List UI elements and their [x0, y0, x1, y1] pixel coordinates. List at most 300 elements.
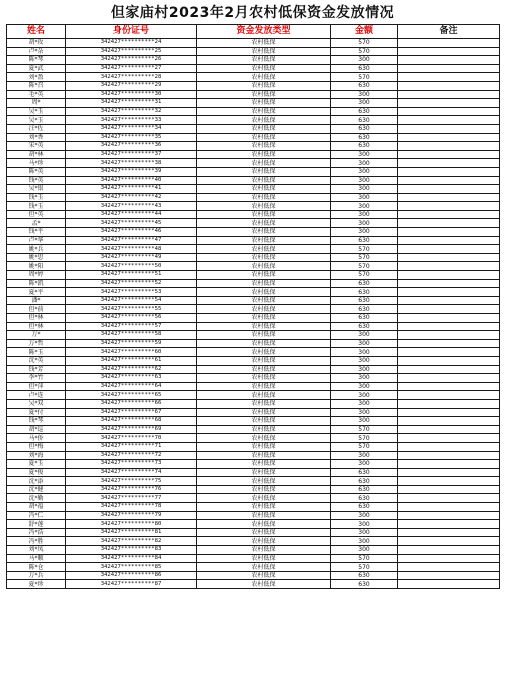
- cell-amount: 300: [331, 511, 398, 520]
- cell-amount: 300: [331, 408, 398, 417]
- cell-amount: 300: [331, 185, 398, 194]
- cell-amount: 630: [331, 288, 398, 297]
- cell-amount: 630: [331, 124, 398, 133]
- cell-fund-type: 农村低保: [197, 279, 331, 288]
- cell-amount: 300: [331, 348, 398, 357]
- cell-remark: [398, 159, 500, 168]
- cell-id-number: 342427**********54: [66, 296, 197, 305]
- cell-remark: [398, 271, 500, 280]
- cell-id-number: 342427**********44: [66, 210, 197, 219]
- table-row: [7, 236, 500, 245]
- cell-name: 姚*思: [7, 253, 66, 262]
- cell-fund-type: 农村低保: [197, 417, 331, 426]
- cell-remark: [398, 537, 500, 546]
- cell-id-number: 342427**********41: [66, 185, 197, 194]
- table-row: [7, 167, 500, 176]
- cell-remark: [398, 563, 500, 572]
- cell-name: 吴*玉: [7, 116, 66, 125]
- cell-fund-type: 农村低保: [197, 150, 331, 159]
- cell-name: 潘*: [7, 296, 66, 305]
- cell-name: 陈*英: [7, 167, 66, 176]
- table-row: [7, 485, 500, 494]
- cell-amount: 630: [331, 142, 398, 151]
- table-row: [7, 245, 500, 254]
- cell-amount: 630: [331, 580, 398, 589]
- cell-amount: 570: [331, 253, 398, 262]
- cell-id-number: 342427**********27: [66, 64, 197, 73]
- cell-name: 夏*玉: [7, 460, 66, 469]
- table-row: [7, 142, 500, 151]
- cell-fund-type: 农村低保: [197, 511, 331, 520]
- table-row: [7, 451, 500, 460]
- cell-remark: [398, 571, 500, 580]
- table-row: [7, 331, 500, 340]
- cell-fund-type: 农村低保: [197, 176, 331, 185]
- cell-remark: [398, 253, 500, 262]
- table-row: [7, 546, 500, 555]
- cell-amount: 300: [331, 417, 398, 426]
- cell-fund-type: 农村低保: [197, 296, 331, 305]
- cell-fund-type: 农村低保: [197, 193, 331, 202]
- cell-amount: 300: [331, 331, 398, 340]
- cell-id-number: 342427**********56: [66, 314, 197, 323]
- table-row: [7, 520, 500, 529]
- cell-fund-type: 农村低保: [197, 503, 331, 512]
- cell-amount: 630: [331, 107, 398, 116]
- cell-name: 冯*胜: [7, 537, 66, 546]
- cell-id-number: 342427**********77: [66, 494, 197, 503]
- cell-amount: 630: [331, 305, 398, 314]
- cell-remark: [398, 56, 500, 65]
- cell-remark: [398, 468, 500, 477]
- cell-remark: [398, 90, 500, 99]
- cell-amount: 300: [331, 365, 398, 374]
- table-row: [7, 494, 500, 503]
- cell-fund-type: 农村低保: [197, 288, 331, 297]
- cell-remark: [398, 142, 500, 151]
- cell-remark: [398, 73, 500, 82]
- cell-remark: [398, 485, 500, 494]
- column-header-remark: 备注: [398, 25, 500, 39]
- table-row: [7, 39, 500, 48]
- cell-amount: 300: [331, 210, 398, 219]
- cell-remark: [398, 494, 500, 503]
- header-row: [7, 25, 500, 39]
- cell-id-number: 342427**********72: [66, 451, 197, 460]
- cell-name: 胡*福: [7, 503, 66, 512]
- cell-name: 马*珍: [7, 159, 66, 168]
- table-row: [7, 56, 500, 65]
- cell-id-number: 342427**********63: [66, 374, 197, 383]
- cell-amount: 300: [331, 546, 398, 555]
- table-row: [7, 47, 500, 56]
- cell-id-number: 342427**********28: [66, 73, 197, 82]
- cell-remark: [398, 219, 500, 228]
- cell-remark: [398, 228, 500, 237]
- cell-fund-type: 农村低保: [197, 81, 331, 90]
- cell-id-number: 342427**********34: [66, 124, 197, 133]
- table-row: [7, 322, 500, 331]
- cell-name: 陈*仓: [7, 563, 66, 572]
- cell-remark: [398, 202, 500, 211]
- cell-name: 李*竹: [7, 374, 66, 383]
- cell-amount: 300: [331, 374, 398, 383]
- cell-remark: [398, 124, 500, 133]
- cell-remark: [398, 399, 500, 408]
- cell-remark: [398, 305, 500, 314]
- cell-fund-type: 农村低保: [197, 399, 331, 408]
- cell-remark: [398, 356, 500, 365]
- cell-name: 冯*浩: [7, 528, 66, 537]
- cell-fund-type: 农村低保: [197, 537, 331, 546]
- table-row: [7, 563, 500, 572]
- cell-fund-type: 农村低保: [197, 90, 331, 99]
- cell-remark: [398, 107, 500, 116]
- table-row: [7, 442, 500, 451]
- table-row: [7, 580, 500, 589]
- cell-amount: 300: [331, 193, 398, 202]
- cell-amount: 300: [331, 382, 398, 391]
- cell-name: 刘*盈: [7, 73, 66, 82]
- table-row: [7, 399, 500, 408]
- cell-remark: [398, 176, 500, 185]
- cell-remark: [398, 331, 500, 340]
- cell-fund-type: 农村低保: [197, 253, 331, 262]
- cell-name: 马*侨: [7, 434, 66, 443]
- cell-amount: 570: [331, 434, 398, 443]
- cell-remark: [398, 185, 500, 194]
- cell-id-number: 342427**********33: [66, 116, 197, 125]
- table-row: [7, 176, 500, 185]
- cell-id-number: 342427**********38: [66, 159, 197, 168]
- cell-name: 吴*玉: [7, 107, 66, 116]
- cell-id-number: 342427**********60: [66, 348, 197, 357]
- cell-name: 但*萍: [7, 382, 66, 391]
- cell-id-number: 342427**********30: [66, 90, 197, 99]
- cell-id-number: 342427**********45: [66, 219, 197, 228]
- table-row: [7, 64, 500, 73]
- cell-name: 钱*玉: [7, 193, 66, 202]
- cell-name: 孟*: [7, 219, 66, 228]
- cell-fund-type: 农村低保: [197, 485, 331, 494]
- cell-id-number: 342427**********48: [66, 245, 197, 254]
- cell-amount: 300: [331, 202, 398, 211]
- sheet-title: 但家庙村2023年2月农村低保资金发放情况: [110, 5, 395, 21]
- cell-id-number: 342427**********70: [66, 434, 197, 443]
- cell-id-number: 342427**********36: [66, 142, 197, 151]
- cell-amount: 300: [331, 451, 398, 460]
- cell-amount: 300: [331, 537, 398, 546]
- cell-remark: [398, 417, 500, 426]
- cell-amount: 630: [331, 116, 398, 125]
- cell-amount: 570: [331, 262, 398, 271]
- cell-remark: [398, 81, 500, 90]
- cell-id-number: 342427**********59: [66, 339, 197, 348]
- cell-amount: 300: [331, 339, 398, 348]
- cell-remark: [398, 314, 500, 323]
- cell-name: 沈*英: [7, 356, 66, 365]
- table-row: [7, 468, 500, 477]
- cell-amount: 300: [331, 167, 398, 176]
- cell-remark: [398, 451, 500, 460]
- table-row: [7, 528, 500, 537]
- cell-name: 钱*玉: [7, 202, 66, 211]
- cell-name: 夏*付: [7, 408, 66, 417]
- cell-id-number: 342427**********83: [66, 546, 197, 555]
- cell-id-number: 342427**********61: [66, 356, 197, 365]
- cell-fund-type: 农村低保: [197, 339, 331, 348]
- cell-fund-type: 农村低保: [197, 563, 331, 572]
- cell-name: 陈*玉: [7, 348, 66, 357]
- table-row: [7, 460, 500, 469]
- cell-fund-type: 农村低保: [197, 546, 331, 555]
- cell-id-number: 342427**********32: [66, 107, 197, 116]
- cell-id-number: 342427**********29: [66, 81, 197, 90]
- table-row: [7, 305, 500, 314]
- cell-name: 周*: [7, 99, 66, 108]
- cell-amount: 570: [331, 73, 398, 82]
- table-row: [7, 253, 500, 262]
- cell-name: 卢*杂: [7, 47, 66, 56]
- cell-amount: 570: [331, 271, 398, 280]
- cell-id-number: 342427**********42: [66, 193, 197, 202]
- table-row: [7, 288, 500, 297]
- cell-remark: [398, 425, 500, 434]
- table-row: [7, 202, 500, 211]
- table-row: [7, 279, 500, 288]
- cell-name: 陈*琴: [7, 56, 66, 65]
- cell-amount: 630: [331, 322, 398, 331]
- table-row: [7, 382, 500, 391]
- cell-amount: 300: [331, 391, 398, 400]
- cell-amount: 570: [331, 245, 398, 254]
- cell-id-number: 342427**********74: [66, 468, 197, 477]
- cell-amount: 300: [331, 176, 398, 185]
- cell-fund-type: 农村低保: [197, 365, 331, 374]
- cell-amount: 630: [331, 468, 398, 477]
- cell-name: 钱*芳: [7, 365, 66, 374]
- table-body: [7, 39, 500, 589]
- relief-table: [6, 24, 500, 589]
- cell-remark: [398, 374, 500, 383]
- cell-remark: [398, 133, 500, 142]
- cell-fund-type: 农村低保: [197, 219, 331, 228]
- cell-amount: 630: [331, 494, 398, 503]
- table-row: [7, 90, 500, 99]
- cell-name: 毛*英: [7, 90, 66, 99]
- cell-amount: 630: [331, 81, 398, 90]
- cell-amount: 300: [331, 228, 398, 237]
- table-row: [7, 408, 500, 417]
- cell-name: 但*梅: [7, 442, 66, 451]
- cell-name: 宋*英: [7, 142, 66, 151]
- cell-amount: 300: [331, 399, 398, 408]
- cell-name: 姚*阳: [7, 262, 66, 271]
- cell-amount: 630: [331, 236, 398, 245]
- table-row: [7, 417, 500, 426]
- cell-id-number: 342427**********57: [66, 322, 197, 331]
- cell-name: 钱*琴: [7, 417, 66, 426]
- cell-name: 夏*俊: [7, 468, 66, 477]
- cell-fund-type: 农村低保: [197, 571, 331, 580]
- cell-id-number: 342427**********81: [66, 528, 197, 537]
- cell-remark: [398, 365, 500, 374]
- cell-id-number: 342427**********24: [66, 39, 197, 48]
- cell-fund-type: 农村低保: [197, 262, 331, 271]
- cell-amount: 300: [331, 56, 398, 65]
- cell-fund-type: 农村低保: [197, 451, 331, 460]
- cell-id-number: 342427**********47: [66, 236, 197, 245]
- cell-id-number: 342427**********69: [66, 425, 197, 434]
- table-row: [7, 348, 500, 357]
- cell-id-number: 342427**********66: [66, 399, 197, 408]
- cell-remark: [398, 167, 500, 176]
- cell-remark: [398, 511, 500, 520]
- cell-remark: [398, 528, 500, 537]
- cell-fund-type: 农村低保: [197, 47, 331, 56]
- cell-id-number: 342427**********71: [66, 442, 197, 451]
- cell-amount: 300: [331, 356, 398, 365]
- cell-name: 沈*健: [7, 485, 66, 494]
- cell-fund-type: 农村低保: [197, 142, 331, 151]
- cell-remark: [398, 296, 500, 305]
- cell-remark: [398, 262, 500, 271]
- cell-fund-type: 农村低保: [197, 107, 331, 116]
- table-row: [7, 339, 500, 348]
- cell-amount: 630: [331, 477, 398, 486]
- table-row: [7, 124, 500, 133]
- cell-remark: [398, 193, 500, 202]
- table-row: [7, 434, 500, 443]
- column-header-amount: 金额: [331, 25, 398, 39]
- cell-remark: [398, 348, 500, 357]
- table-row: [7, 193, 500, 202]
- cell-fund-type: 农村低保: [197, 434, 331, 443]
- table-row: [7, 503, 500, 512]
- cell-amount: 570: [331, 425, 398, 434]
- cell-id-number: 342427**********53: [66, 288, 197, 297]
- cell-name: 夏*平: [7, 288, 66, 297]
- cell-name: 周*婷: [7, 271, 66, 280]
- cell-id-number: 342427**********64: [66, 382, 197, 391]
- table-row: [7, 391, 500, 400]
- cell-name: 但*英: [7, 210, 66, 219]
- cell-id-number: 342427**********43: [66, 202, 197, 211]
- cell-amount: 630: [331, 571, 398, 580]
- table-row: [7, 185, 500, 194]
- cell-amount: 300: [331, 159, 398, 168]
- cell-remark: [398, 99, 500, 108]
- cell-fund-type: 农村低保: [197, 442, 331, 451]
- cell-name: 刘*香: [7, 133, 66, 142]
- cell-name: 吴*银: [7, 185, 66, 194]
- cell-remark: [398, 47, 500, 56]
- cell-remark: [398, 210, 500, 219]
- cell-id-number: 342427**********76: [66, 485, 197, 494]
- cell-amount: 630: [331, 296, 398, 305]
- cell-fund-type: 农村低保: [197, 39, 331, 48]
- cell-name: 陈*凯: [7, 279, 66, 288]
- cell-id-number: 342427**********50: [66, 262, 197, 271]
- table-row: [7, 425, 500, 434]
- cell-id-number: 342427**********25: [66, 47, 197, 56]
- cell-fund-type: 农村低保: [197, 391, 331, 400]
- cell-remark: [398, 503, 500, 512]
- cell-fund-type: 农村低保: [197, 228, 331, 237]
- column-header-name: 姓名: [7, 25, 66, 39]
- cell-fund-type: 农村低保: [197, 477, 331, 486]
- table-row: [7, 296, 500, 305]
- cell-id-number: 342427**********62: [66, 365, 197, 374]
- cell-id-number: 342427**********73: [66, 460, 197, 469]
- cell-remark: [398, 322, 500, 331]
- table-row: [7, 537, 500, 546]
- cell-remark: [398, 520, 500, 529]
- cell-fund-type: 农村低保: [197, 271, 331, 280]
- cell-name: 但*林: [7, 314, 66, 323]
- cell-fund-type: 农村低保: [197, 202, 331, 211]
- cell-fund-type: 农村低保: [197, 210, 331, 219]
- cell-fund-type: 农村低保: [197, 528, 331, 537]
- cell-id-number: 342427**********79: [66, 511, 197, 520]
- cell-amount: 300: [331, 150, 398, 159]
- cell-name: 沈*添: [7, 477, 66, 486]
- cell-amount: 630: [331, 133, 398, 142]
- cell-fund-type: 农村低保: [197, 520, 331, 529]
- cell-amount: 300: [331, 528, 398, 537]
- cell-remark: [398, 39, 500, 48]
- cell-fund-type: 农村低保: [197, 408, 331, 417]
- cell-name: 钱*英: [7, 176, 66, 185]
- cell-name: 舒*莲: [7, 520, 66, 529]
- cell-id-number: 342427**********49: [66, 253, 197, 262]
- cell-remark: [398, 236, 500, 245]
- cell-id-number: 342427**********75: [66, 477, 197, 486]
- cell-fund-type: 农村低保: [197, 322, 331, 331]
- cell-id-number: 342427**********39: [66, 167, 197, 176]
- cell-name: 马*顺: [7, 554, 66, 563]
- cell-fund-type: 农村低保: [197, 133, 331, 142]
- cell-id-number: 342427**********52: [66, 279, 197, 288]
- cell-id-number: 342427**********78: [66, 503, 197, 512]
- table-row: [7, 150, 500, 159]
- cell-amount: 630: [331, 485, 398, 494]
- cell-fund-type: 农村低保: [197, 382, 331, 391]
- cell-name: 胡*林: [7, 150, 66, 159]
- cell-id-number: 342427**********46: [66, 228, 197, 237]
- table-row: [7, 356, 500, 365]
- cell-name: 陈*召: [7, 81, 66, 90]
- cell-amount: 300: [331, 90, 398, 99]
- cell-id-number: 342427**********67: [66, 408, 197, 417]
- cell-name: 但*前: [7, 305, 66, 314]
- cell-fund-type: 农村低保: [197, 167, 331, 176]
- cell-remark: [398, 279, 500, 288]
- cell-id-number: 342427**********84: [66, 554, 197, 563]
- column-header-fund-type: 资金发放类型: [197, 25, 331, 39]
- table-row: [7, 159, 500, 168]
- cell-remark: [398, 288, 500, 297]
- cell-amount: 630: [331, 279, 398, 288]
- cell-fund-type: 农村低保: [197, 73, 331, 82]
- cell-fund-type: 农村低保: [197, 245, 331, 254]
- cell-name: 吴*双: [7, 399, 66, 408]
- cell-fund-type: 农村低保: [197, 554, 331, 563]
- cell-fund-type: 农村低保: [197, 116, 331, 125]
- cell-amount: 570: [331, 47, 398, 56]
- cell-name: 钱*平: [7, 228, 66, 237]
- table-row: [7, 81, 500, 90]
